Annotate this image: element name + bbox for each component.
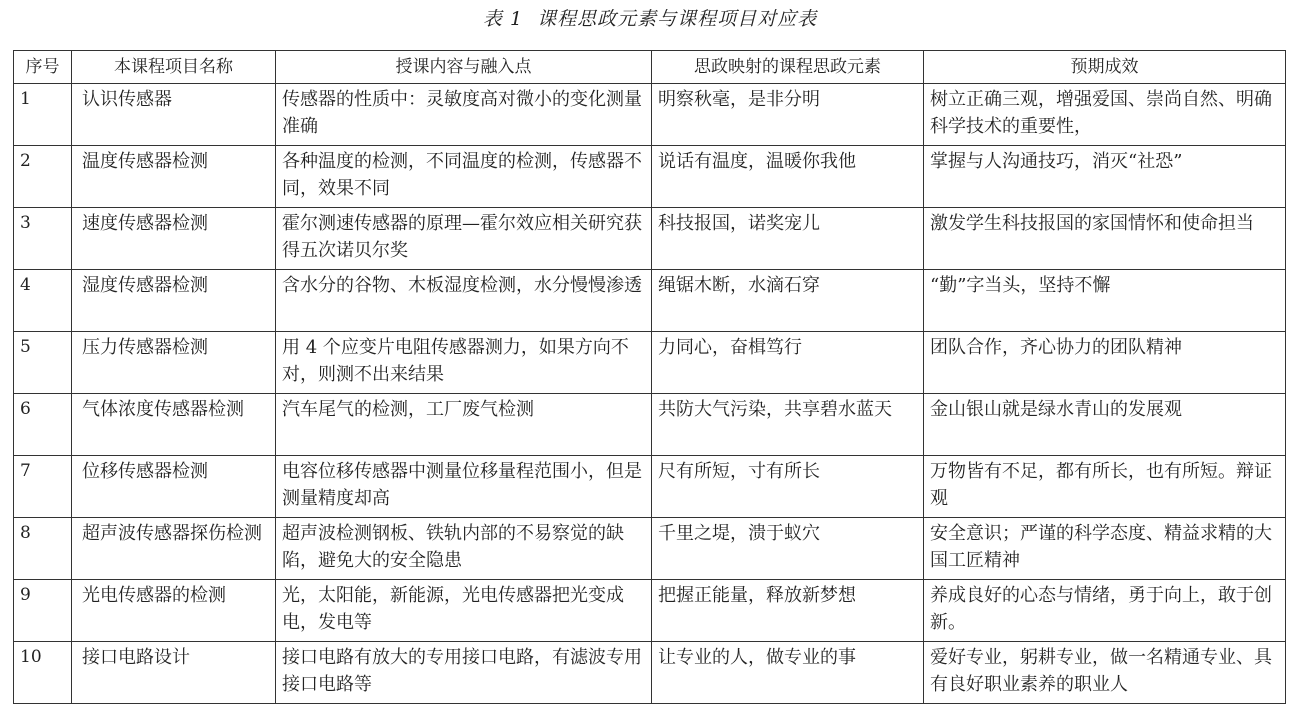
header-number: 序号 (14, 51, 72, 84)
cell-content: 超声波检测钢板、铁轨内部的不易察觉的缺陷，避免大的安全隐患 (276, 518, 652, 580)
table-row (14, 518, 1286, 580)
cell-ideological-element: 尺有所短，寸有所长 (652, 456, 924, 518)
header-content: 授课内容与融入点 (276, 51, 652, 84)
cell-number: 2 (14, 146, 72, 208)
cell-expected-effect: 金山银山就是绿水青山的发展观 (924, 394, 1286, 456)
cell-project-name: 超声波传感器探伤检测 (72, 518, 276, 580)
cell-number: 9 (14, 580, 72, 642)
caption-number: 表 1 (482, 8, 524, 30)
cell-content: 各种温度的检测，不同温度的检测，传感器不同，效果不同 (276, 146, 652, 208)
table-row (14, 332, 1286, 394)
cell-ideological-element: 力同心，奋楫笃行 (652, 332, 924, 394)
table-row (14, 270, 1286, 332)
cell-expected-effect: 爱好专业，躬耕专业，做一名精通专业、具有良好职业素养的职业人 (924, 642, 1286, 704)
cell-content: 光，太阳能，新能源，光电传感器把光变成电，发电等 (276, 580, 652, 642)
cell-project-name: 认识传感器 (72, 84, 276, 146)
cell-content: 霍尔测速传感器的原理—霍尔效应相关研究获得五次诺贝尔奖 (276, 208, 652, 270)
caption-title: 课程思政元素与课程项目对应表 (537, 8, 818, 30)
course-table (13, 50, 1286, 704)
header-project-name: 本课程项目名称 (72, 51, 276, 84)
cell-ideological-element: 千里之堤，溃于蚁穴 (652, 518, 924, 580)
cell-content: 含水分的谷物、木板湿度检测，水分慢慢渗透 (276, 270, 652, 332)
table-row (14, 580, 1286, 642)
cell-ideological-element: 把握正能量，释放新梦想 (652, 580, 924, 642)
cell-number: 10 (14, 642, 72, 704)
cell-project-name: 湿度传感器检测 (72, 270, 276, 332)
table-row (14, 84, 1286, 146)
cell-ideological-element: 绳锯木断，水滴石穿 (652, 270, 924, 332)
cell-ideological-element: 明察秋毫，是非分明 (652, 84, 924, 146)
cell-content: 电容位移传感器中测量位移量程范围小，但是测量精度却高 (276, 456, 652, 518)
cell-content: 接口电路有放大的专用接口电路，有滤波专用接口电路等 (276, 642, 652, 704)
cell-number: 5 (14, 332, 72, 394)
cell-expected-effect: 掌握与人沟通技巧，消灭“社恐” (924, 146, 1286, 208)
table-row (14, 642, 1286, 704)
cell-project-name: 气体浓度传感器检测 (72, 394, 276, 456)
header-row (14, 51, 1286, 84)
cell-project-name: 光电传感器的检测 (72, 580, 276, 642)
cell-expected-effect: 团队合作，齐心协力的团队精神 (924, 332, 1286, 394)
cell-number: 4 (14, 270, 72, 332)
cell-expected-effect: 树立正确三观，增强爱国、崇尚自然、明确科学技术的重要性， (924, 84, 1286, 146)
cell-ideological-element: 共防大气污染，共享碧水蓝天 (652, 394, 924, 456)
cell-project-name: 位移传感器检测 (72, 456, 276, 518)
cell-content: 传感器的性质中：灵敏度高对微小的变化测量准确 (276, 84, 652, 146)
cell-ideological-element: 让专业的人，做专业的事 (652, 642, 924, 704)
table-body (14, 84, 1286, 704)
cell-expected-effect: “勤”字当头，坚持不懈 (924, 270, 1286, 332)
cell-number: 7 (14, 456, 72, 518)
table-row (14, 208, 1286, 270)
cell-ideological-element: 科技报国，诺奖宠儿 (652, 208, 924, 270)
table-row (14, 146, 1286, 208)
cell-number: 1 (14, 84, 72, 146)
table-row (14, 394, 1286, 456)
cell-project-name: 压力传感器检测 (72, 332, 276, 394)
cell-expected-effect: 养成良好的心态与情绪，勇于向上，敢于创新。 (924, 580, 1286, 642)
cell-expected-effect: 安全意识；严谨的科学态度、精益求精的大国工匠精神 (924, 518, 1286, 580)
cell-content: 汽车尾气的检测，工厂废气检测 (276, 394, 652, 456)
cell-number: 8 (14, 518, 72, 580)
cell-ideological-element: 说话有温度，温暖你我他 (652, 146, 924, 208)
cell-expected-effect: 激发学生科技报国的家国情怀和使命担当 (924, 208, 1286, 270)
table-row (14, 456, 1286, 518)
cell-content: 用 4 个应变片电阻传感器测力，如果方向不对，则测不出来结果 (276, 332, 652, 394)
cell-expected-effect: 万物皆有不足，都有所长，也有所短。辩证观 (924, 456, 1286, 518)
cell-number: 3 (14, 208, 72, 270)
cell-project-name: 接口电路设计 (72, 642, 276, 704)
header-ideological-element: 思政映射的课程思政元素 (652, 51, 924, 84)
cell-project-name: 温度传感器检测 (72, 146, 276, 208)
cell-project-name: 速度传感器检测 (72, 208, 276, 270)
table-caption (0, 4, 1300, 31)
header-expected-effect: 预期成效 (924, 51, 1286, 84)
cell-number: 6 (14, 394, 72, 456)
